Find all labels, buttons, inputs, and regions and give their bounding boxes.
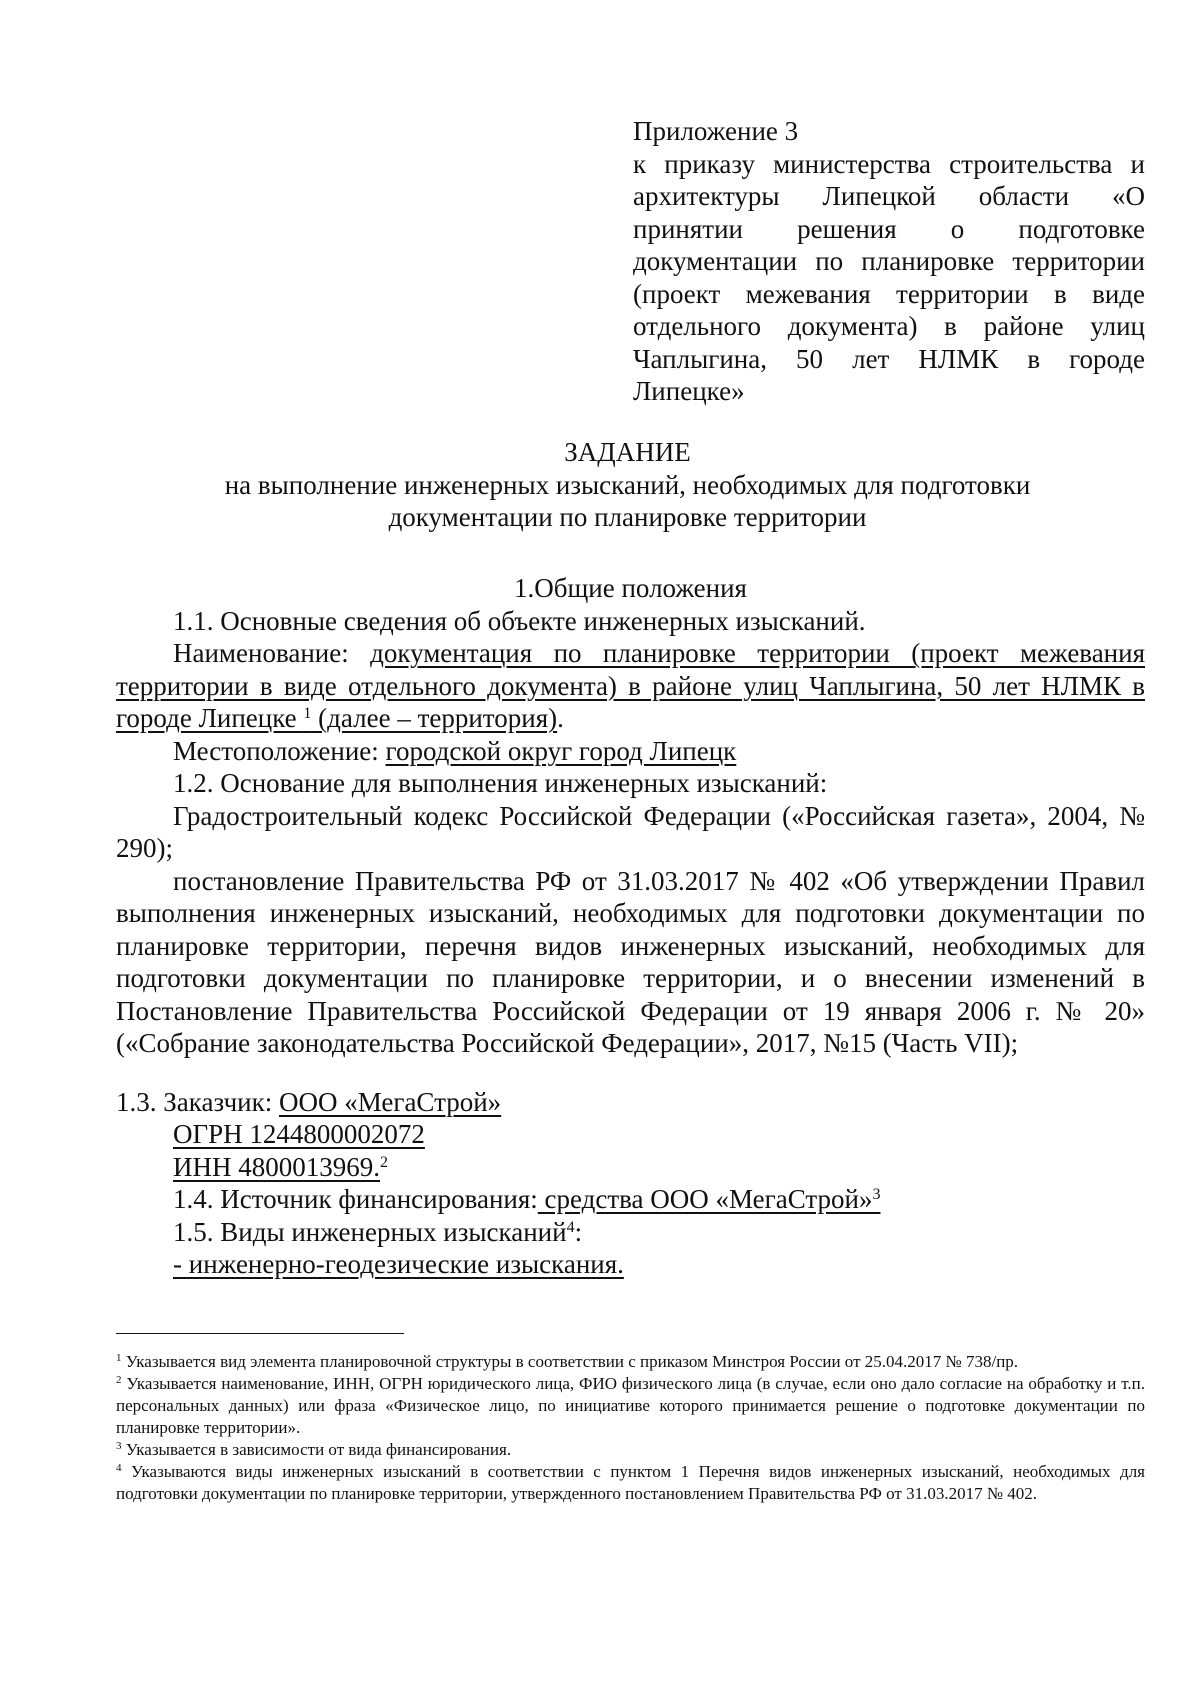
funding-paragraph <box>116 1183 1145 1216</box>
appendix-number: Приложение 3 <box>633 116 799 146</box>
document-title <box>110 436 1145 534</box>
location-value: городской округ город Липецк <box>385 735 737 766</box>
location-label: Местоположение: <box>173 735 386 766</box>
footnote-3: $^3$ Указывается в зависимости от вида финансирования. <box>116 1440 512 1459</box>
document-body <box>116 572 1145 1281</box>
object-name-paragraph: Наименование: документация по планировке территории (проект межевания территории в виде отдельного документа) в районе улиц Чаплыгина, 50 лет НЛМК в городе Липецке $^1$ (далее – территория). <box>116 638 1145 733</box>
item-1-2: 1.2. Основание для выполнения инженерных изысканий: <box>173 768 828 798</box>
object-name-value: документация по планировке территории (проект межевания территории в виде отдельного документа) в районе улиц Чаплыгина, 50 лет НЛМК в городе Липецке $^1$ (далее – территория) <box>116 638 1145 733</box>
section-heading: 1.Общие положения <box>514 573 747 603</box>
location-paragraph <box>116 735 1145 768</box>
customer-paragraph <box>116 1086 1145 1119</box>
title-subtitle-line1: на выполнение инженерных изысканий, необходимых для подготовки <box>224 469 1031 500</box>
footnote-separator <box>116 1333 404 1334</box>
footnote-ref-3: 3 <box>872 1186 881 1203</box>
customer-value: ООО «МегаСтрой» <box>278 1086 502 1117</box>
footnote-1: $^1$ Указывается вид элемента планировочной структуры в соответствии с приказом Минстроя России от 25.04.2017 № 738/пр. <box>116 1352 1019 1371</box>
footnote-ref-1: 1 <box>303 705 312 722</box>
basis-government-decree: постановление Правительства РФ от 31.03.2017 № 402 «Об утверждении Правил выполнения инженерных изысканий, необходимых для подготовки документации по планировке территории, перечня видов инженерных изысканий, необходимых для подготовки документации по планировке территории, и о внесении изменений в Постановление Правительства Российской Федерации от 19 января 2006 г. № 20» («Собрание законодательства Российской Федерации», 2017, №15 (Часть VII); <box>116 865 1145 1058</box>
survey-types-label: 1.5. Виды инженерных изысканий <box>173 1216 567 1247</box>
funding-label: 1.4. Источник финансирования: <box>173 1184 538 1214</box>
footnote-2: $^2$ Указывается наименование, ИНН, ОГРН юридического лица, ФИО физического лица (в случае, если оно дало согласие на обработку и т.п. персональных данных) или фраза «Физическое лицо, по инициативе которого принимается решение о подготовке документации по планировке территории». <box>116 1374 1145 1437</box>
appendix-header <box>633 115 1145 408</box>
footnote-ref-2: 2 <box>380 1153 388 1171</box>
survey-type-item: - инженерно-геодезические изыскания. <box>173 1249 624 1279</box>
title-main: ЗАДАНИЕ <box>564 437 691 467</box>
title-subtitle-line2: документации по планировке территории <box>388 502 867 532</box>
footnotes <box>116 1351 1145 1505</box>
footnote-4: $^4$ Указываются виды инженерных изысканий в соответствии с пунктом 1 Перечня видов инженерных изысканий, необходимых для подготовки документации по планировке территории, утвержденного постановлением Правительства РФ от 31.03.2017 № 402. <box>116 1462 1145 1503</box>
customer-inn: ИНН 4800013969.$^2$ <box>173 1151 388 1182</box>
funding-value: средства ООО «МегаСтрой»$^3$ <box>537 1184 881 1214</box>
customer-ogrn: ОГРН 1244800002072 <box>173 1119 425 1149</box>
object-name-label: Наименование: <box>173 638 371 668</box>
item-1-1: 1.1. Основные сведения об объекте инженерных изысканий. <box>173 605 866 636</box>
survey-types-paragraph: 1.5. Виды инженерных изысканий$^4$: <box>173 1216 583 1247</box>
customer-label: 1.3. Заказчик: <box>116 1086 279 1117</box>
basis-urban-code: Градостроительный кодекс Российской Федерации («Российская газета», 2004, № 290); <box>116 800 1145 863</box>
footnote-ref-4: 4 <box>566 1218 575 1236</box>
appendix-reference: к приказу министерства строительства и архитектуры Липецкой области «О принятии решения о подготовке документации по планировке территории (проект межевания территории в виде отдельного документа) в районе улиц Чаплыгина, 50 лет НЛМК в городе Липецке» <box>633 148 1145 406</box>
